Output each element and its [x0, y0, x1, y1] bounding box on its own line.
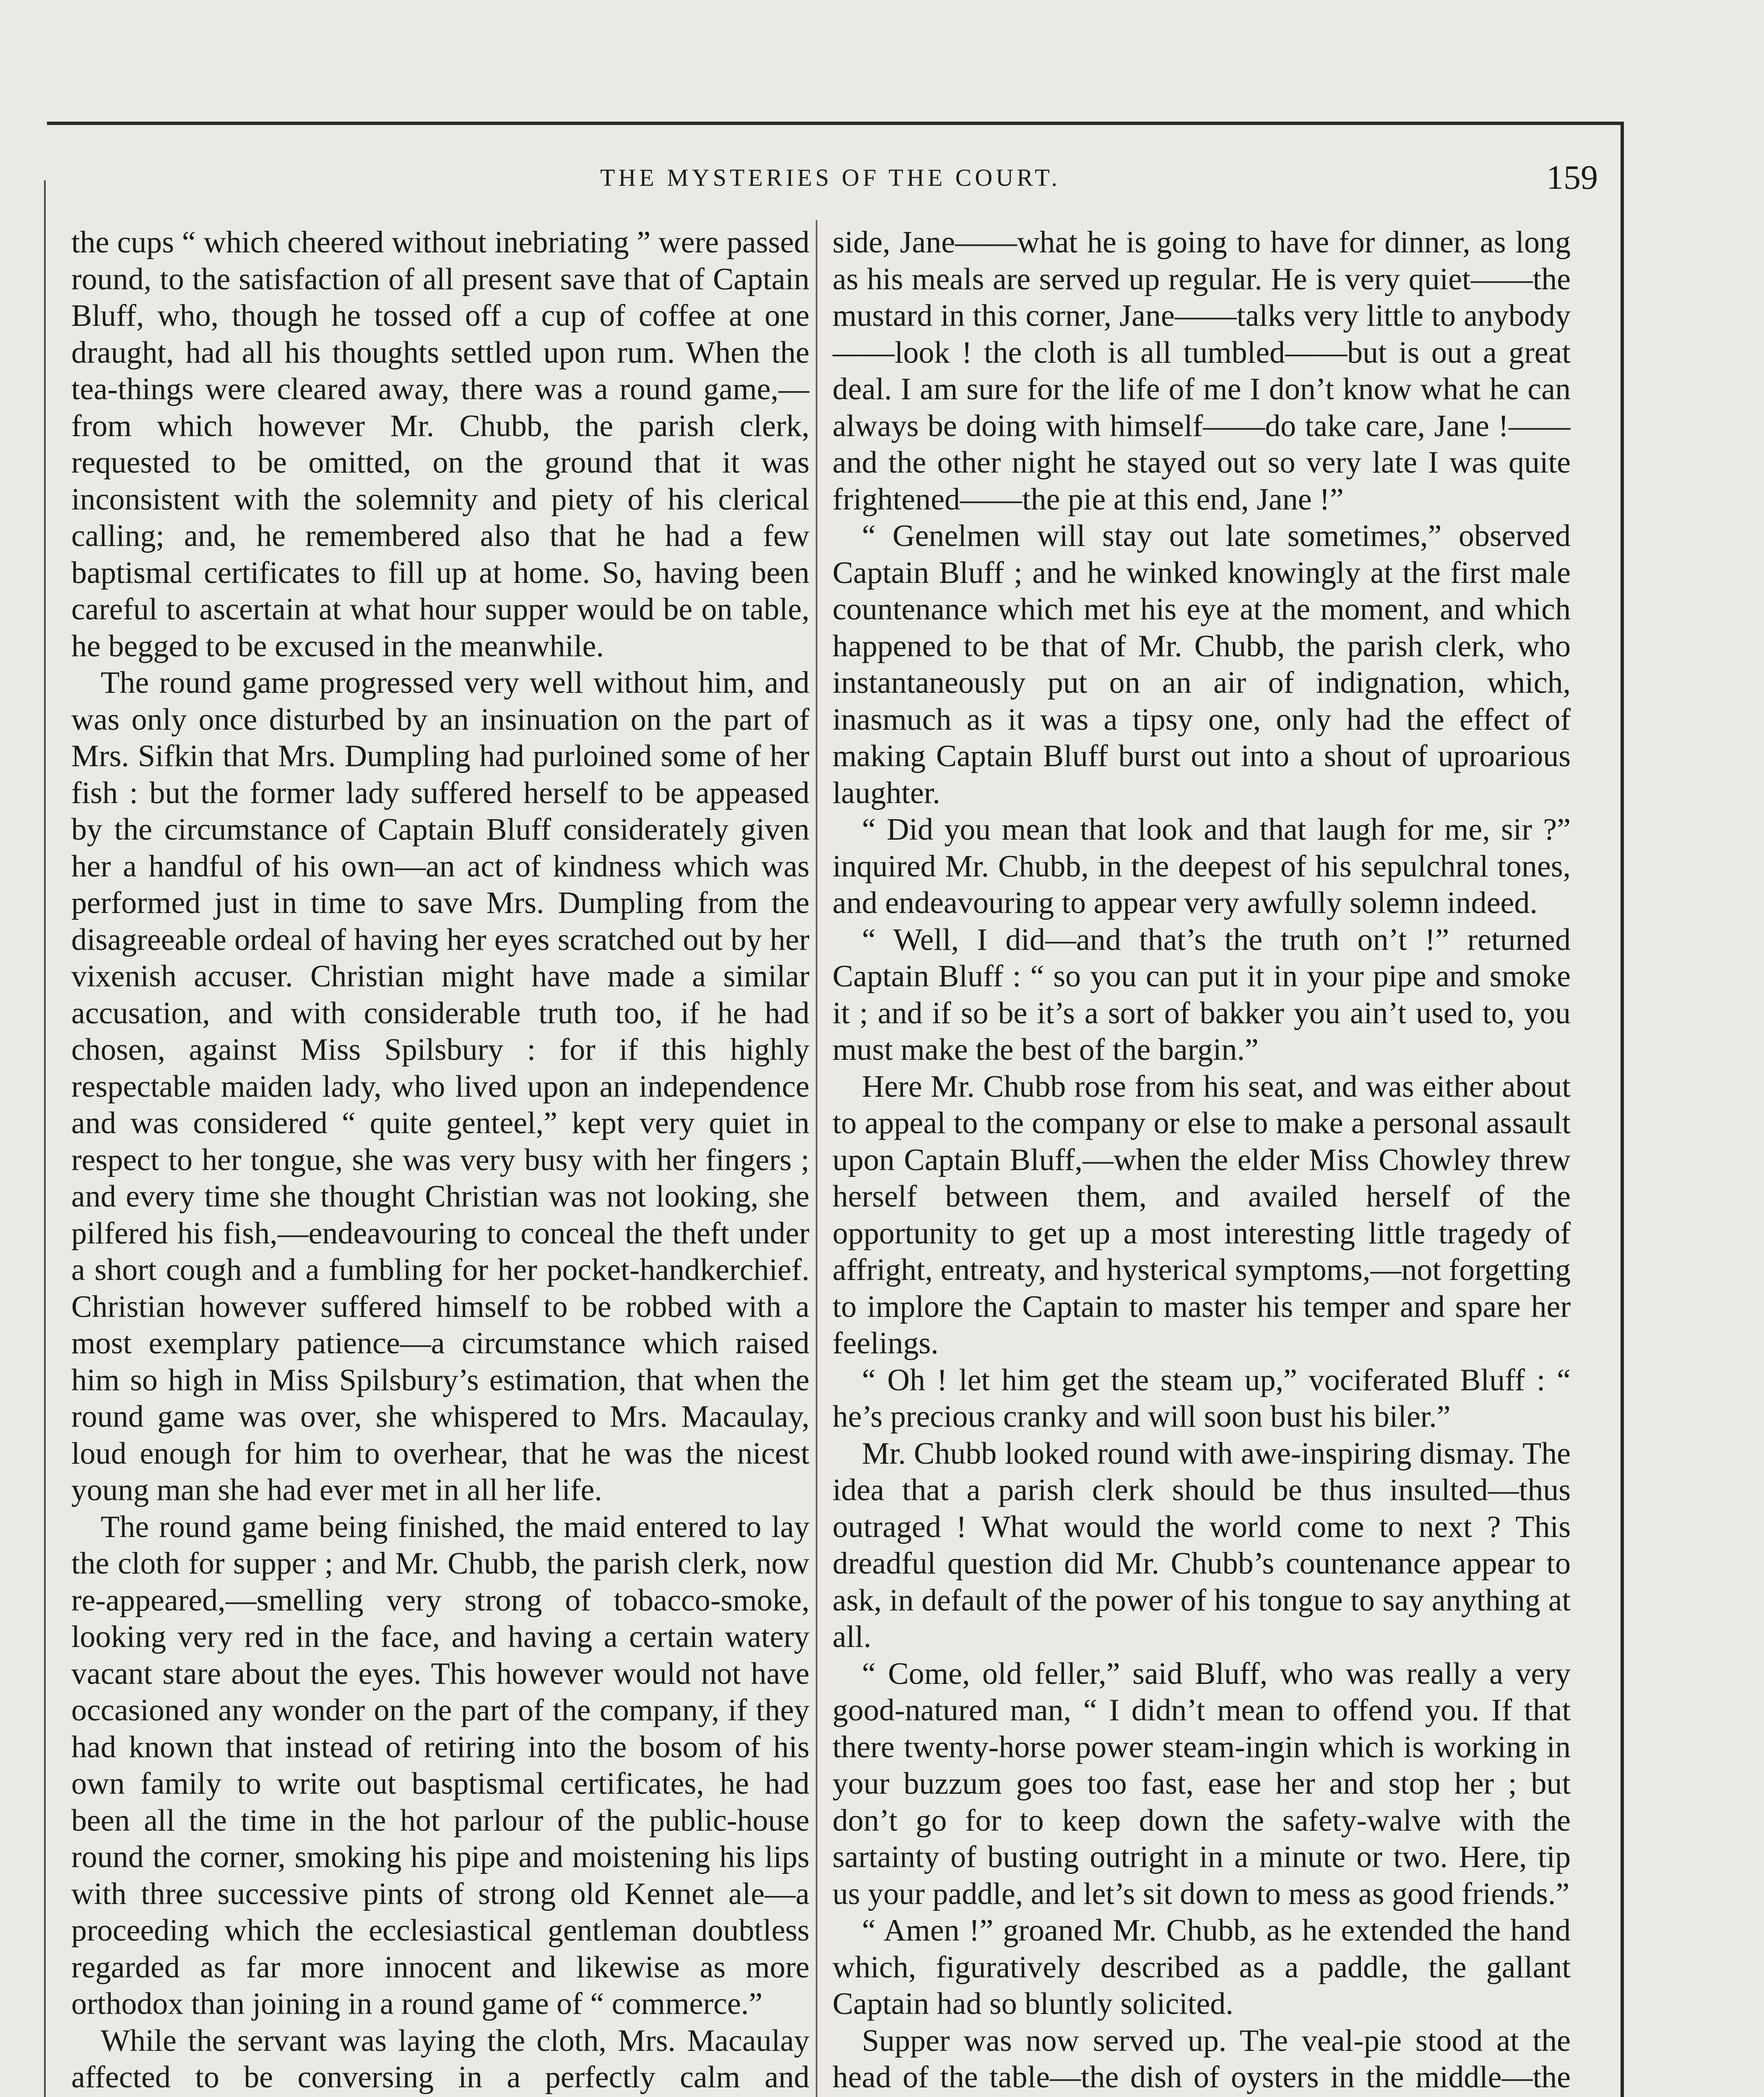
running-header	[59, 158, 1602, 210]
paragraph: Supper was now served up. The veal-pie stood at the head of the table—the dish of oysters in the middle—the	[833, 2023, 1571, 2094]
paragraph: The round game progressed very well without him, and was only once disturbed by an insinuation on the part of Mrs. Sifkin that Mrs. Dumpling had purloined some of her fish : but the former lady suffered herself to be appeased by the circumstance of Captain Bluff considerately given her a handful of his own—an act of kindness which was performed just in time to save Mrs. Dumpling from the disagreeable ordeal of having her eyes scratched out by her vixenish accuser. Christian might have made a similar accusation, and with considerable truth too, if he had chosen, against Miss Spilsbury : for if this highly respectable maiden lady, who lived upon an independence and was considered “ quite genteel,” kept very quiet in respect to her tongue, she was very busy with her fingers ; and every time she thought Christian was not looking, she pilfered his fish,—endeavouring to conceal the theft under a short cough and a fumbling for her pocket-handkerchief. Christian however suffered himself to be robbed with a most exemplary patience—a circumstance which raised him so high in Miss Spilsbury’s estimation, that when the round game was over, she whispered to Mrs. Macaulay, loud enough for him to overhear, that he was the nicest young man she had ever met in all her life.	[71, 666, 809, 1507]
paragraph: Here Mr. Chubb rose from his seat, and was either about to appeal to the company or else to make a personal assault upon Captain Bluff,—when the elder Miss Chowley threw herself between them, and availed herself of the opportunity to get up a most interesting little tragedy of affright, entreaty, and hysterical symptoms,—not forgetting to implore the Captain to master his temper and spare her feelings.	[833, 1069, 1571, 1361]
paragraph: “ Amen !” groaned Mr. Chubb, as he extended the hand which, figuratively described as a paddle, the gallant Captain had so bluntly solicited.	[833, 1913, 1571, 2021]
page-border-top	[47, 122, 1624, 125]
page-border-left	[44, 180, 46, 2097]
paragraph: The round game being finished, the maid entered to lay the cloth for supper ; and Mr. Chubb, the parish clerk, now re-appeared,—smelling very strong of tobacco-smoke, looking very red in the face, and having a certain watery vacant stare about the eyes. This however would not have occasioned any wonder on the part of the company, if they had known that instead of retiring into the bosom of his own family to write out basptismal certificates, he had been all the time in the hot parlour of the public-house round the corner, smoking his pipe and moistening his lips with three successive pints of strong old Kennet ale—a proceeding which the ecclesiastical gentleman doubtless regarded as far more innocent and likewise as more orthodox than joining in a round game of “ commerce.”	[71, 1509, 809, 2021]
paragraph: the cups “ which cheered without inebriating ” were passed round, to the satisfaction of all present save that of Captain Bluff, who, though he tossed off a cup of coffee at one draught, had all his thoughts settled upon rum. When the tea-things were cleared away, there was a round game,—from which however Mr. Chubb, the parish clerk, requested to be omitted, on the ground that it was inconsistent with the solemnity and piety of his clerical calling; and, he remembered also that he had a few baptismal certificates to fill up at home. So, having been careful to ascertain at what hour supper would be on table, he begged to be excused in the meanwhile.	[71, 225, 809, 663]
paragraph: “ Oh ! let him get the steam up,” vociferated Bluff : “ he’s precious cranky and will soon bust his biler.”	[833, 1363, 1571, 1434]
paragraph: “ Genelmen will stay out late sometimes,” observed Captain Bluff ; and he winked knowingly at the first male countenance which met his eye at the moment, and which happened to be that of Mr. Chubb, the parish clerk, who instantaneously put on an air of indignation, which, inasmuch as it was a tipsy one, only had the effect of making Captain Bluff burst out into a shout of uproarious laughter.	[833, 519, 1571, 810]
right-column	[833, 224, 1571, 2097]
paragraph: While the servant was laying the cloth, Mrs. Macaulay affected to be conversing in a perfectly calm and	[71, 2023, 809, 2094]
column-divider	[816, 220, 817, 2097]
paragraph: “ Did you mean that look and that laugh for me, sir ?” inquired Mr. Chubb, in the deepest of his sepulchral tones, and endeavouring to appear very awfully solemn indeed.	[833, 812, 1571, 920]
paragraph: Mr. Chubb looked round with awe-inspiring dismay. The idea that a parish clerk should be thus insulted—thus outraged ! What would the world come to next ? This dreadful question did Mr. Chubb’s countenance appear to ask, in default of the power of his tongue to say anything at all.	[833, 1436, 1571, 1654]
paragraph: “ Well, I did—and that’s the truth on’t !” returned Captain Bluff : “ so you can put it in your pipe and smoke it ; and if so be it’s a sort of bakker you ain’t used to, you must make the best of the bargin.”	[833, 922, 1571, 1067]
left-column	[71, 224, 809, 2097]
paragraph: “ Come, old feller,” said Bluff, who was really a very good-natured man, “ I didn’t mean to offend you. If that there twenty-horse power steam-ingin which is working in your buzzum goes too fast, ease her and stop her ; but don’t go for to keep down the safety-walve with the sartainty of busting outright in a minute or two. Here, tip us your paddle, and let’s sit down to mess as good friends.”	[833, 1656, 1571, 1911]
page-border-right	[1621, 122, 1624, 2097]
page-number: 159	[1546, 158, 1598, 196]
running-title: THE MYSTERIES OF THE COURT.	[600, 164, 1061, 191]
paragraph: side, Jane——what he is going to have for dinner, as long as his meals are served up regular. He is very quiet——the mustard in this corner, Jane——talks very little to anybody——look ! the cloth is all tumbled——but is out a great deal. I am sure for the life of me I don’t know what he can always be doing with himself——do take care, Jane !——and the other night he stayed out so very late I was quite frightened——the pie at this end, Jane !”	[833, 225, 1571, 517]
